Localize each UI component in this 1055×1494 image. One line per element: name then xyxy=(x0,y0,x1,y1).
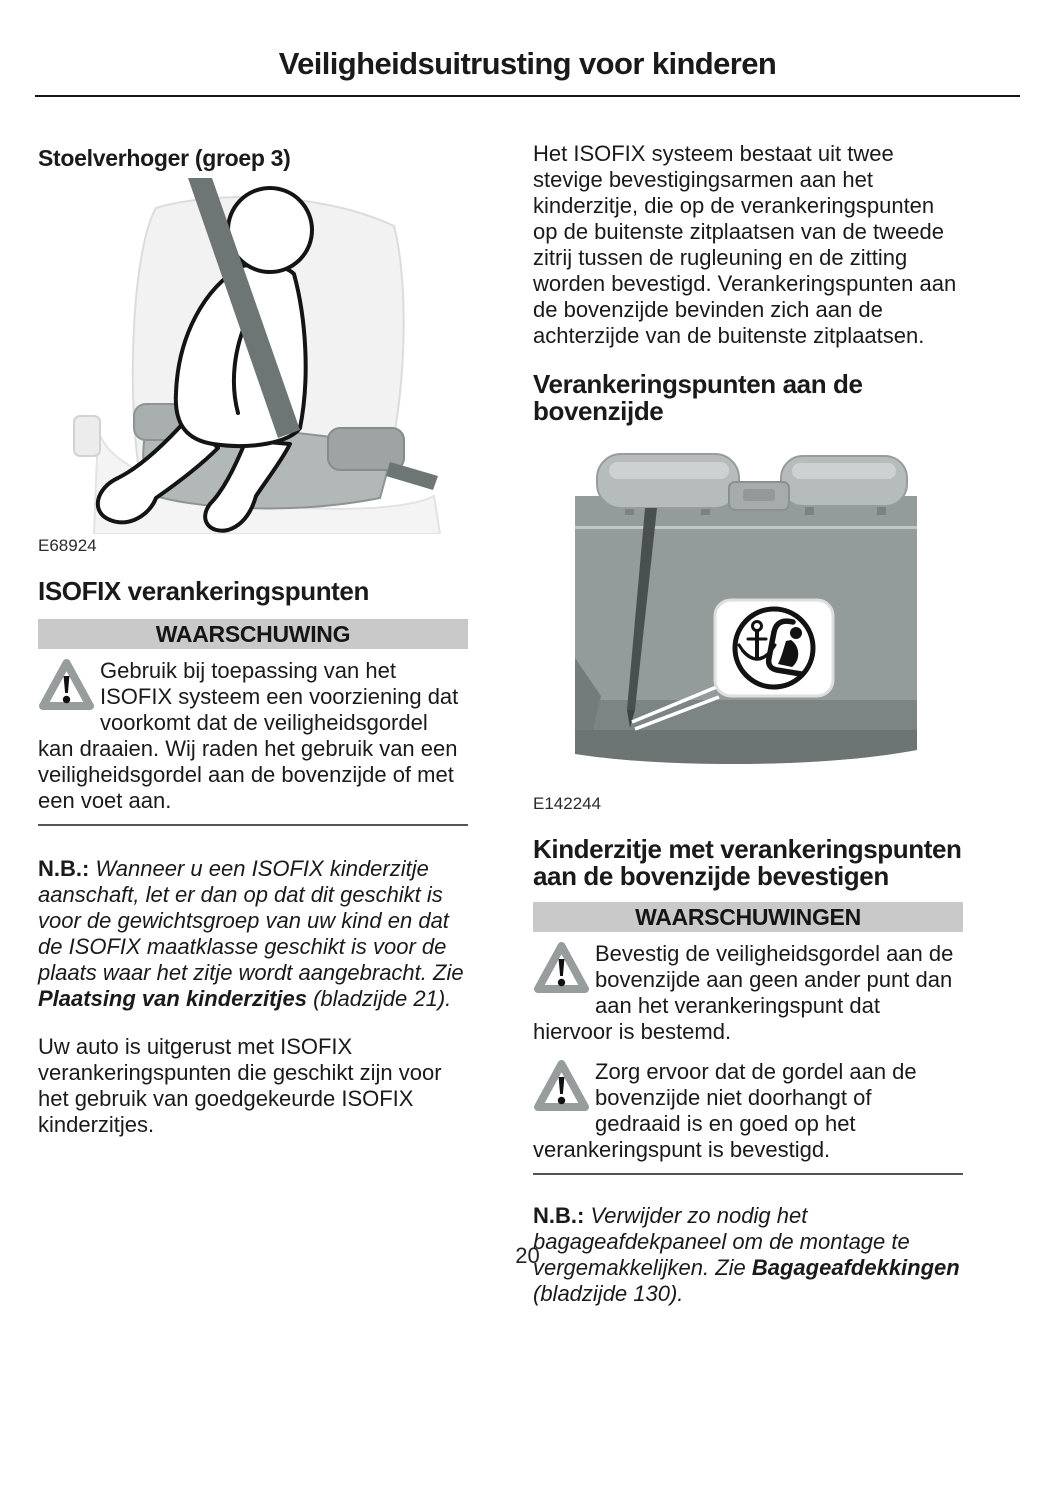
warning-triangle-icon xyxy=(38,658,100,734)
rear-seat-illustration xyxy=(533,448,963,792)
section-divider xyxy=(533,1173,963,1175)
warning-block xyxy=(38,658,468,814)
seat-bight xyxy=(575,700,917,730)
warning-text-2: Zorg ervoor dat de gordel aan de bovenzijde niet doorhangt of gedraaid is en goed op het verankeringspunt is bevestigd. xyxy=(533,1059,917,1163)
note-text-after: (bladzijde 21). xyxy=(306,986,452,1012)
note-label: N.B.: xyxy=(533,1203,585,1229)
note-cross-reference: Bagageafdekkingen xyxy=(751,1255,960,1281)
isofix-equipped-paragraph: Uw auto is uitgerust met ISOFIX verankeringspunten die geschikt zijn voor het gebruik van goedgekeurde ISOFIX kinderzitjes. xyxy=(38,1034,442,1138)
heading-verankeringspunten-bovenzijde: Verankeringspunten aan de bovenzijde xyxy=(533,369,863,427)
left-column xyxy=(38,133,468,1307)
note-text: Wanneer u een ISOFIX kinderzitje aanschaft, let er dan op dat dit geschikt is voor de gewichtsgroep van uw kind en dat de ISOFIX maatklasse geschikt is voor de plaats waar het zitje wordt aangebracht. Zie xyxy=(38,856,464,986)
warning-text-1: Bevestig de veiligheidsgordel aan de bovenzijde aan geen ander punt dan aan het verankeringspunt dat hiervoor is bestemd. xyxy=(533,941,954,1045)
figure-label-e68924: E68924 xyxy=(38,536,97,555)
two-column-layout xyxy=(38,133,1020,1307)
warning-text: Gebruik bij toepassing van het ISOFIX systeem een voorziening dat voorkomt dat de veiligheidsgordel kan draaien. Wij raden het gebruik van een veiligheidsgordel aan de bovenzijde of met een voet aan. xyxy=(38,658,459,814)
warning-block-2 xyxy=(533,1059,963,1163)
booster-seat-figure xyxy=(38,178,468,534)
seatbelt-buckle-faint xyxy=(74,416,100,456)
note-text: Verwijder zo nodig het bagageafdekpaneel om de montage te vergemakkelijken. Zie xyxy=(533,1203,910,1281)
heading-stoelverhoger: Stoelverhoger (groep 3) xyxy=(38,145,291,171)
heading-isofix-verankeringspunten: ISOFIX verankeringspunten xyxy=(38,576,369,606)
warnings-header-bar: WAARSCHUWINGEN xyxy=(533,902,963,932)
warning-header-bar: WAARSCHUWING xyxy=(38,619,468,649)
note-text-after: (bladzijde 130). xyxy=(533,1281,684,1307)
figure-label-e142244: E142244 xyxy=(533,793,602,813)
rear-seat-figure xyxy=(533,448,963,792)
anchorage-label xyxy=(715,600,833,696)
note-paragraph xyxy=(38,856,468,1012)
manual-page xyxy=(0,46,1055,1307)
section-divider xyxy=(38,824,468,826)
note-label: N.B.: xyxy=(38,856,90,882)
page-number: 20 xyxy=(515,1243,540,1269)
note-cross-reference: Plaatsing van kinderzitjes xyxy=(38,986,307,1012)
heading-kinderzitje-bevestigen: Kinderzitje met verankeringspunten aan de bovenzijde bevestigen xyxy=(533,833,962,891)
warning-triangle-icon xyxy=(533,941,595,1017)
belt-latch-strap xyxy=(386,462,438,490)
booster-seat-illustration xyxy=(38,178,468,534)
title-divider xyxy=(35,95,1020,97)
right-column xyxy=(533,133,963,1307)
warning-triangle-icon xyxy=(533,1059,595,1135)
isofix-system-paragraph: Het ISOFIX systeem bestaat uit twee stevige bevestigingsarmen aan het kinderzitje, die op de verankeringspunten op de buitenste zitplaatsen van de tweede zitrij tussen de rugleuning en de zitting worden bevestigd. Verankeringspunten aan de bovenzijde bevinden zich aan de achterzijde van de buitenste zitplaatsen. xyxy=(533,141,957,348)
warning-block-1 xyxy=(533,941,963,1045)
page-title: Veiligheidsuitrusting voor kinderen xyxy=(278,46,777,81)
